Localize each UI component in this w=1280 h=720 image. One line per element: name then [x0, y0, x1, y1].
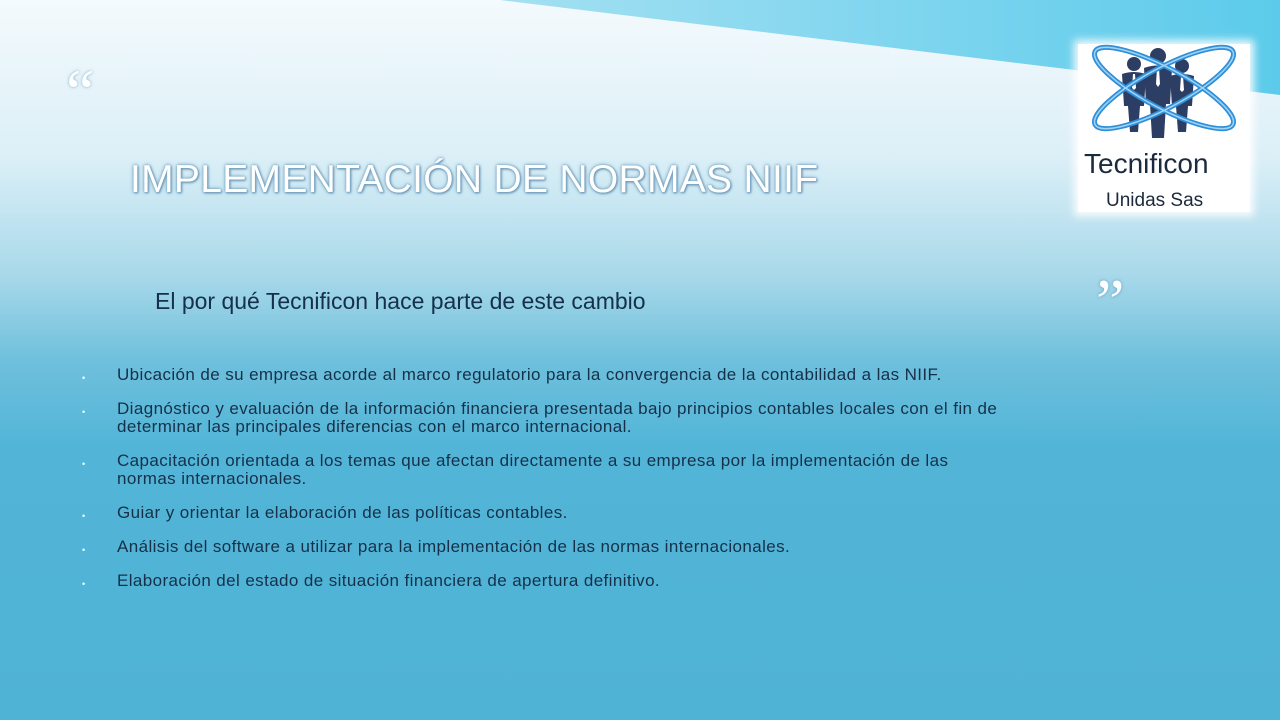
company-logo — [1078, 44, 1250, 212]
bullet-text: Ubicación de su empresa acorde al marco regulatorio para la convergencia de la contabilidad a las NIIF. — [117, 365, 942, 384]
bullet-item — [80, 400, 1000, 436]
bullet-item — [80, 452, 1000, 488]
bullet-text: Diagnóstico y evaluación de la información financiera presentada bajo principios contables locales con el fin de determinar las principales diferencias con el marco internacional. — [117, 399, 998, 436]
slide-subtitle: El por qué Tecnificon hace parte de este cambio — [155, 288, 646, 314]
bullet-item — [80, 504, 1000, 522]
bullet-dot: • — [82, 373, 86, 383]
bullet-dot: • — [82, 545, 86, 555]
open-quote-mark: “ — [66, 56, 95, 127]
bullet-dot: • — [82, 511, 86, 521]
bullet-list — [80, 366, 1000, 606]
bullet-text: Guiar y orientar la elaboración de las políticas contables. — [117, 503, 568, 522]
bullet-item — [80, 572, 1000, 590]
bullet-text: Capacitación orientada a los temas que afectan directamente a su empresa por la implementación de las normas internacionales. — [117, 451, 949, 488]
bullet-item — [80, 538, 1000, 556]
bullet-text: Análisis del software a utilizar para la implementación de las normas internacionales. — [117, 537, 791, 556]
bullet-item — [80, 366, 1000, 384]
bullet-text: Elaboración del estado de situación financiera de apertura definitivo. — [117, 571, 661, 590]
logo-company-subtitle: Unidas Sas — [1106, 190, 1204, 211]
bullet-dot: • — [82, 579, 86, 589]
slide-title: IMPLEMENTACIÓN DE NORMAS NIIF — [130, 158, 819, 201]
bullet-dot: • — [82, 459, 86, 469]
logo-company-name: Tecnificon — [1084, 148, 1209, 179]
close-quote-mark: ” — [1096, 266, 1125, 337]
bullet-dot: • — [82, 407, 86, 417]
